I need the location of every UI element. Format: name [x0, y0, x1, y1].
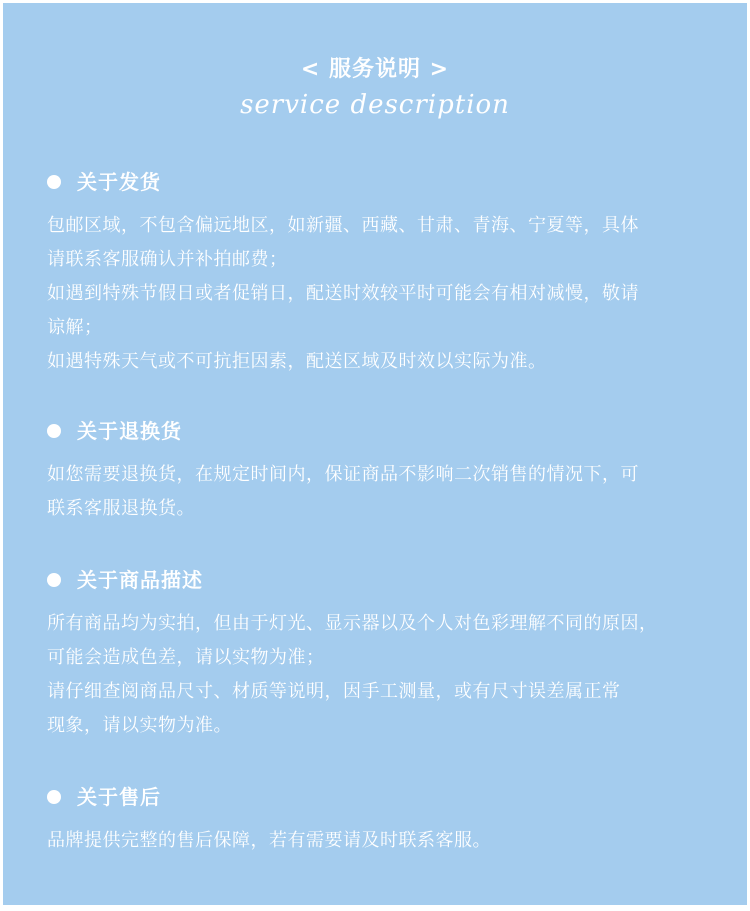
body-line: 谅解； — [47, 317, 103, 338]
section-title: 关于退换货 — [77, 419, 182, 443]
page-subtitle: service description — [240, 90, 510, 120]
section-title: 关于发货 — [77, 170, 161, 194]
body-line: 可能会造成色差，请以实物为准； — [47, 647, 325, 668]
section-body — [47, 209, 712, 379]
bullet-dot-icon — [47, 175, 61, 189]
body-line: 包邮区域，不包含偏远地区，如新疆、西藏、甘肃、青海、宁夏等，具体 — [47, 215, 639, 236]
body-line: 请仔细查阅商品尺寸、材质等说明，因手工测量，或有尺寸误差属正常 — [47, 681, 621, 702]
bullet-dot-icon — [47, 573, 61, 587]
body-line: 如遇特殊天气或不可抗拒因素，配送区域及时效以实际为准。 — [47, 351, 547, 372]
bullet-dot-icon — [47, 424, 61, 438]
section-header — [47, 416, 712, 446]
section-product-description — [47, 565, 712, 743]
section-body — [47, 458, 712, 526]
section-body — [47, 824, 712, 858]
section-returns — [47, 416, 712, 526]
body-line: 品牌提供完整的售后保障，若有需要请及时联系客服。 — [47, 830, 491, 851]
body-line: 如您需要退换货，在规定时间内，保证商品不影响二次销售的情况下，可 — [47, 464, 639, 485]
body-line: 所有商品均为实拍，但由于灯光、显示器以及个人对色彩理解不同的原因， — [47, 613, 658, 634]
bullet-dot-icon — [47, 790, 61, 804]
section-body — [47, 607, 712, 743]
body-line: 如遇到特殊节假日或者促销日，配送时效较平时可能会有相对减慢，敬请 — [47, 283, 639, 304]
section-title: 关于商品描述 — [77, 568, 203, 592]
section-title: 关于售后 — [77, 785, 161, 809]
section-after-sales — [47, 782, 712, 858]
section-header — [47, 565, 712, 595]
body-line: 现象，请以实物为准。 — [47, 715, 232, 736]
page-title: < 服务说明 > — [300, 57, 450, 82]
section-header — [47, 167, 712, 197]
section-shipping — [47, 167, 712, 379]
section-header — [47, 782, 712, 812]
body-line: 联系客服退换货。 — [47, 498, 195, 519]
service-panel — [3, 3, 747, 905]
page-header — [3, 55, 747, 121]
body-line: 请联系客服确认并补拍邮费； — [47, 249, 288, 270]
